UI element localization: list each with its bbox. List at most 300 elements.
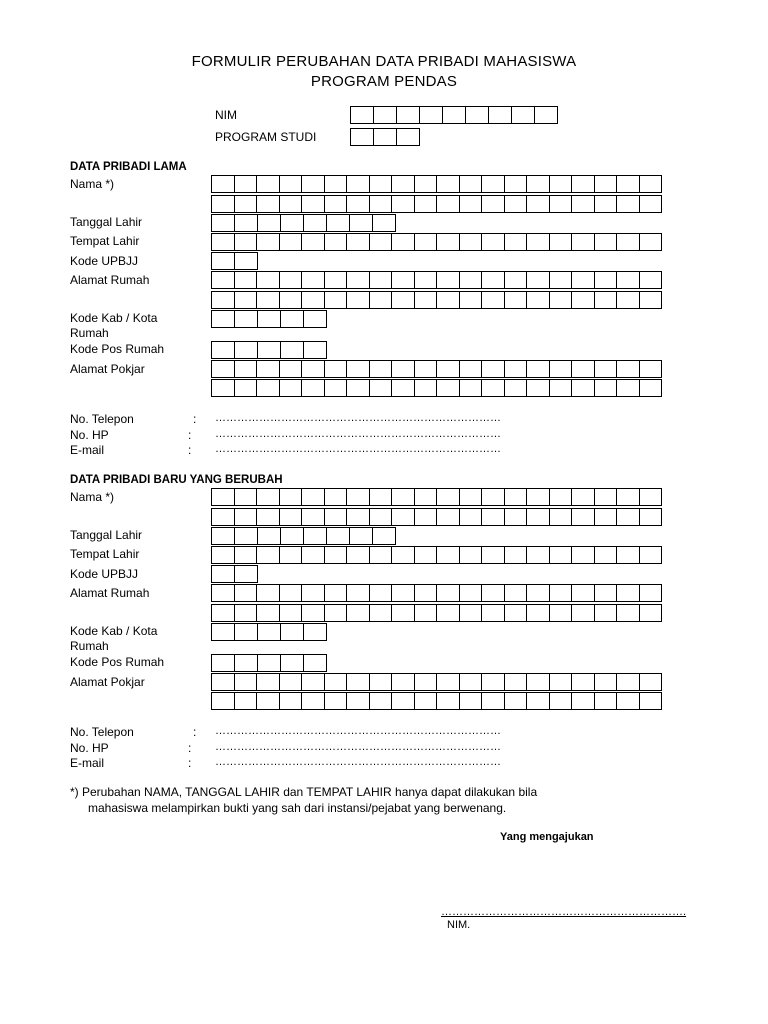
input-box[interactable] [617, 605, 640, 621]
hp-fill-line[interactable]: …………………………………………………………………… [215, 741, 501, 753]
input-box[interactable] [460, 585, 483, 601]
input-box[interactable] [257, 196, 280, 212]
input-box[interactable] [257, 176, 280, 192]
input-box[interactable] [392, 585, 415, 601]
input-box[interactable] [535, 107, 558, 123]
input-box[interactable] [443, 107, 466, 123]
input-box[interactable] [572, 234, 595, 250]
input-box[interactable] [572, 272, 595, 288]
input-box[interactable] [437, 547, 460, 563]
input-box[interactable] [415, 509, 438, 525]
input-box[interactable] [281, 655, 304, 671]
input-box[interactable] [550, 605, 573, 621]
nama-boxes-row-1[interactable] [211, 175, 662, 193]
input-box[interactable] [347, 361, 370, 377]
input-box[interactable] [640, 272, 663, 288]
input-box[interactable] [437, 272, 460, 288]
input-box[interactable] [550, 489, 573, 505]
input-box[interactable] [460, 196, 483, 212]
input-box[interactable] [397, 129, 420, 145]
input-box[interactable] [640, 176, 663, 192]
input-box[interactable] [550, 272, 573, 288]
input-box[interactable] [370, 585, 393, 601]
input-box[interactable] [505, 509, 528, 525]
input-box[interactable] [527, 585, 550, 601]
input-box[interactable] [595, 674, 618, 690]
input-box[interactable] [370, 674, 393, 690]
input-box[interactable] [235, 509, 258, 525]
input-box[interactable] [347, 489, 370, 505]
input-box[interactable] [505, 674, 528, 690]
input-box[interactable] [235, 624, 258, 640]
input-box[interactable] [235, 605, 258, 621]
input-box[interactable] [415, 489, 438, 505]
input-box[interactable] [257, 674, 280, 690]
input-box[interactable] [415, 196, 438, 212]
input-box[interactable] [595, 605, 618, 621]
input-box[interactable] [482, 292, 505, 308]
input-box[interactable] [280, 585, 303, 601]
input-box[interactable] [351, 107, 374, 123]
input-box[interactable] [302, 380, 325, 396]
input-box[interactable] [572, 674, 595, 690]
input-box[interactable] [280, 234, 303, 250]
input-box[interactable] [550, 693, 573, 709]
input-box[interactable] [437, 605, 460, 621]
input-box[interactable] [527, 489, 550, 505]
alamat-rumah-row-2[interactable] [211, 604, 662, 622]
input-box[interactable] [527, 361, 550, 377]
input-box[interactable] [212, 489, 235, 505]
input-box[interactable] [212, 585, 235, 601]
input-box[interactable] [258, 528, 281, 544]
input-box[interactable] [212, 196, 235, 212]
input-box[interactable] [304, 311, 327, 327]
input-box[interactable] [489, 107, 512, 123]
input-box[interactable] [257, 489, 280, 505]
input-box[interactable] [527, 176, 550, 192]
input-box[interactable] [572, 605, 595, 621]
input-box[interactable] [572, 693, 595, 709]
input-box[interactable] [257, 380, 280, 396]
alamat-pokjar-row-2[interactable] [211, 692, 662, 710]
input-box[interactable] [325, 547, 348, 563]
input-box[interactable] [482, 380, 505, 396]
input-box[interactable] [257, 509, 280, 525]
input-box[interactable] [280, 674, 303, 690]
input-box[interactable] [550, 380, 573, 396]
input-box[interactable] [550, 234, 573, 250]
input-box[interactable] [302, 292, 325, 308]
input-box[interactable] [460, 272, 483, 288]
input-box[interactable] [325, 674, 348, 690]
input-box[interactable] [370, 292, 393, 308]
input-box[interactable] [640, 234, 663, 250]
input-box[interactable] [325, 196, 348, 212]
input-box[interactable] [347, 272, 370, 288]
input-box[interactable] [235, 196, 258, 212]
input-box[interactable] [325, 234, 348, 250]
input-box[interactable] [304, 655, 327, 671]
input-box[interactable] [527, 234, 550, 250]
input-box[interactable] [258, 215, 281, 231]
input-box[interactable] [392, 292, 415, 308]
input-box[interactable] [347, 196, 370, 212]
input-box[interactable] [258, 342, 281, 358]
input-box[interactable] [347, 176, 370, 192]
input-box[interactable] [482, 272, 505, 288]
input-box[interactable] [281, 528, 304, 544]
input-box[interactable] [212, 693, 235, 709]
telepon-fill-line[interactable]: …………………………………………………………………… [215, 412, 501, 424]
input-box[interactable] [640, 674, 663, 690]
input-box[interactable] [302, 361, 325, 377]
input-box[interactable] [527, 547, 550, 563]
input-box[interactable] [482, 196, 505, 212]
input-box[interactable] [415, 693, 438, 709]
program-studi-boxes[interactable] [350, 128, 420, 146]
input-box[interactable] [235, 528, 258, 544]
input-box[interactable] [280, 605, 303, 621]
input-box[interactable] [280, 292, 303, 308]
input-box[interactable] [370, 380, 393, 396]
input-box[interactable] [212, 215, 235, 231]
nim-boxes[interactable] [350, 106, 558, 124]
input-box[interactable] [257, 585, 280, 601]
input-box[interactable] [437, 234, 460, 250]
input-box[interactable] [572, 380, 595, 396]
input-box[interactable] [482, 693, 505, 709]
input-box[interactable] [347, 605, 370, 621]
input-box[interactable] [460, 234, 483, 250]
kode-upbjj-boxes[interactable] [211, 565, 258, 583]
input-box[interactable] [392, 361, 415, 377]
input-box[interactable] [595, 509, 618, 525]
input-box[interactable] [595, 693, 618, 709]
tanggal-lahir-boxes[interactable] [211, 527, 396, 545]
input-box[interactable] [415, 585, 438, 601]
input-box[interactable] [325, 585, 348, 601]
input-box[interactable] [370, 489, 393, 505]
input-box[interactable] [280, 509, 303, 525]
input-box[interactable] [617, 489, 640, 505]
alamat-rumah-row-1[interactable] [211, 271, 662, 289]
input-box[interactable] [595, 292, 618, 308]
input-box[interactable] [392, 693, 415, 709]
input-box[interactable] [235, 361, 258, 377]
input-box[interactable] [460, 547, 483, 563]
input-box[interactable] [437, 361, 460, 377]
input-box[interactable] [392, 234, 415, 250]
input-box[interactable] [640, 547, 663, 563]
input-box[interactable] [212, 674, 235, 690]
input-box[interactable] [460, 361, 483, 377]
input-box[interactable] [512, 107, 535, 123]
telepon-fill-line[interactable]: …………………………………………………………………… [215, 725, 501, 737]
kode-kab-boxes[interactable] [211, 623, 327, 641]
input-box[interactable] [257, 605, 280, 621]
input-box[interactable] [235, 674, 258, 690]
input-box[interactable] [617, 292, 640, 308]
input-box[interactable] [550, 176, 573, 192]
input-box[interactable] [325, 380, 348, 396]
input-box[interactable] [437, 585, 460, 601]
input-box[interactable] [347, 693, 370, 709]
input-box[interactable] [460, 674, 483, 690]
signature-line[interactable]: …………………………………………………………. [441, 906, 687, 918]
input-box[interactable] [347, 292, 370, 308]
input-box[interactable] [460, 605, 483, 621]
input-box[interactable] [373, 528, 396, 544]
input-box[interactable] [572, 509, 595, 525]
input-box[interactable] [437, 489, 460, 505]
email-fill-line[interactable]: …………………………………………………………………… [215, 756, 501, 768]
input-box[interactable] [257, 272, 280, 288]
input-box[interactable] [550, 509, 573, 525]
kode-pos-boxes[interactable] [211, 654, 327, 672]
input-box[interactable] [460, 509, 483, 525]
input-box[interactable] [482, 547, 505, 563]
input-box[interactable] [415, 292, 438, 308]
input-box[interactable] [212, 547, 235, 563]
input-box[interactable] [302, 585, 325, 601]
input-box[interactable] [527, 292, 550, 308]
input-box[interactable] [392, 380, 415, 396]
input-box[interactable] [550, 292, 573, 308]
input-box[interactable] [460, 292, 483, 308]
input-box[interactable] [550, 585, 573, 601]
hp-fill-line[interactable]: …………………………………………………………………… [215, 428, 501, 440]
nama-boxes-row-2[interactable] [211, 195, 662, 213]
input-box[interactable] [304, 215, 327, 231]
input-box[interactable] [347, 674, 370, 690]
input-box[interactable] [415, 272, 438, 288]
kode-kab-boxes[interactable] [211, 310, 327, 328]
input-box[interactable] [415, 234, 438, 250]
input-box[interactable] [347, 380, 370, 396]
input-box[interactable] [527, 605, 550, 621]
input-box[interactable] [235, 655, 258, 671]
input-box[interactable] [392, 196, 415, 212]
input-box[interactable] [258, 311, 281, 327]
input-box[interactable] [482, 605, 505, 621]
input-box[interactable] [572, 489, 595, 505]
input-box[interactable] [460, 489, 483, 505]
input-box[interactable] [280, 361, 303, 377]
input-box[interactable] [595, 176, 618, 192]
input-box[interactable] [302, 234, 325, 250]
input-box[interactable] [258, 624, 281, 640]
input-box[interactable] [505, 547, 528, 563]
input-box[interactable] [235, 489, 258, 505]
input-box[interactable] [482, 234, 505, 250]
input-box[interactable] [437, 196, 460, 212]
input-box[interactable] [370, 605, 393, 621]
input-box[interactable] [302, 509, 325, 525]
input-box[interactable] [640, 292, 663, 308]
input-box[interactable] [350, 215, 373, 231]
input-box[interactable] [281, 311, 304, 327]
input-box[interactable] [505, 693, 528, 709]
input-box[interactable] [595, 272, 618, 288]
input-box[interactable] [302, 272, 325, 288]
input-box[interactable] [617, 693, 640, 709]
input-box[interactable] [302, 605, 325, 621]
nama-boxes-row-1[interactable] [211, 488, 662, 506]
input-box[interactable] [527, 693, 550, 709]
input-box[interactable] [280, 272, 303, 288]
kode-upbjj-boxes[interactable] [211, 252, 258, 270]
input-box[interactable] [212, 380, 235, 396]
input-box[interactable] [235, 693, 258, 709]
input-box[interactable] [640, 196, 663, 212]
input-box[interactable] [392, 674, 415, 690]
input-box[interactable] [370, 547, 393, 563]
input-box[interactable] [281, 624, 304, 640]
input-box[interactable] [347, 234, 370, 250]
input-box[interactable] [280, 176, 303, 192]
input-box[interactable] [281, 215, 304, 231]
input-box[interactable] [550, 547, 573, 563]
input-box[interactable] [212, 234, 235, 250]
input-box[interactable] [505, 380, 528, 396]
input-box[interactable] [304, 528, 327, 544]
input-box[interactable] [505, 292, 528, 308]
input-box[interactable] [257, 693, 280, 709]
input-box[interactable] [640, 509, 663, 525]
input-box[interactable] [258, 655, 281, 671]
input-box[interactable] [212, 566, 235, 582]
input-box[interactable] [325, 176, 348, 192]
input-box[interactable] [370, 509, 393, 525]
input-box[interactable] [212, 311, 235, 327]
input-box[interactable] [280, 380, 303, 396]
input-box[interactable] [527, 272, 550, 288]
input-box[interactable] [325, 693, 348, 709]
input-box[interactable] [437, 693, 460, 709]
input-box[interactable] [374, 107, 397, 123]
input-box[interactable] [235, 176, 258, 192]
input-box[interactable] [370, 196, 393, 212]
input-box[interactable] [392, 176, 415, 192]
input-box[interactable] [351, 129, 374, 145]
input-box[interactable] [617, 176, 640, 192]
input-box[interactable] [370, 361, 393, 377]
input-box[interactable] [212, 361, 235, 377]
alamat-pokjar-row-2[interactable] [211, 379, 662, 397]
input-box[interactable] [415, 176, 438, 192]
input-box[interactable] [617, 509, 640, 525]
input-box[interactable] [415, 547, 438, 563]
input-box[interactable] [325, 509, 348, 525]
alamat-rumah-row-1[interactable] [211, 584, 662, 602]
input-box[interactable] [280, 489, 303, 505]
input-box[interactable] [460, 693, 483, 709]
input-box[interactable] [257, 547, 280, 563]
input-box[interactable] [350, 528, 373, 544]
input-box[interactable] [505, 272, 528, 288]
input-box[interactable] [235, 234, 258, 250]
alamat-pokjar-row-1[interactable] [211, 360, 662, 378]
input-box[interactable] [460, 380, 483, 396]
input-box[interactable] [302, 196, 325, 212]
input-box[interactable] [505, 605, 528, 621]
input-box[interactable] [257, 234, 280, 250]
input-box[interactable] [550, 361, 573, 377]
input-box[interactable] [527, 509, 550, 525]
input-box[interactable] [572, 361, 595, 377]
input-box[interactable] [325, 272, 348, 288]
tempat-lahir-boxes[interactable] [211, 546, 662, 564]
input-box[interactable] [617, 547, 640, 563]
input-box[interactable] [617, 674, 640, 690]
input-box[interactable] [482, 176, 505, 192]
input-box[interactable] [617, 196, 640, 212]
input-box[interactable] [392, 547, 415, 563]
input-box[interactable] [482, 489, 505, 505]
input-box[interactable] [595, 361, 618, 377]
input-box[interactable] [505, 585, 528, 601]
input-box[interactable] [617, 272, 640, 288]
input-box[interactable] [617, 361, 640, 377]
input-box[interactable] [325, 605, 348, 621]
input-box[interactable] [482, 585, 505, 601]
input-box[interactable] [212, 624, 235, 640]
input-box[interactable] [572, 547, 595, 563]
input-box[interactable] [392, 509, 415, 525]
input-box[interactable] [595, 547, 618, 563]
input-box[interactable] [370, 176, 393, 192]
input-box[interactable] [640, 489, 663, 505]
input-box[interactable] [550, 196, 573, 212]
input-box[interactable] [505, 489, 528, 505]
input-box[interactable] [212, 176, 235, 192]
input-box[interactable] [235, 585, 258, 601]
input-box[interactable] [482, 361, 505, 377]
input-box[interactable] [415, 605, 438, 621]
input-box[interactable] [212, 272, 235, 288]
input-box[interactable] [617, 585, 640, 601]
input-box[interactable] [527, 196, 550, 212]
input-box[interactable] [640, 380, 663, 396]
input-box[interactable] [257, 361, 280, 377]
input-box[interactable] [325, 292, 348, 308]
input-box[interactable] [235, 272, 258, 288]
input-box[interactable] [373, 215, 396, 231]
input-box[interactable] [370, 234, 393, 250]
nama-boxes-row-2[interactable] [211, 508, 662, 526]
input-box[interactable] [304, 342, 327, 358]
input-box[interactable] [415, 361, 438, 377]
input-box[interactable] [212, 253, 235, 269]
input-box[interactable] [505, 234, 528, 250]
input-box[interactable] [437, 674, 460, 690]
input-box[interactable] [572, 176, 595, 192]
input-box[interactable] [617, 234, 640, 250]
input-box[interactable] [415, 380, 438, 396]
input-box[interactable] [527, 380, 550, 396]
input-box[interactable] [281, 342, 304, 358]
input-box[interactable] [505, 196, 528, 212]
input-box[interactable] [437, 176, 460, 192]
input-box[interactable] [392, 272, 415, 288]
input-box[interactable] [527, 674, 550, 690]
input-box[interactable] [595, 380, 618, 396]
input-box[interactable] [235, 253, 258, 269]
email-fill-line[interactable]: …………………………………………………………………… [215, 443, 501, 455]
input-box[interactable] [235, 547, 258, 563]
input-box[interactable] [235, 311, 258, 327]
